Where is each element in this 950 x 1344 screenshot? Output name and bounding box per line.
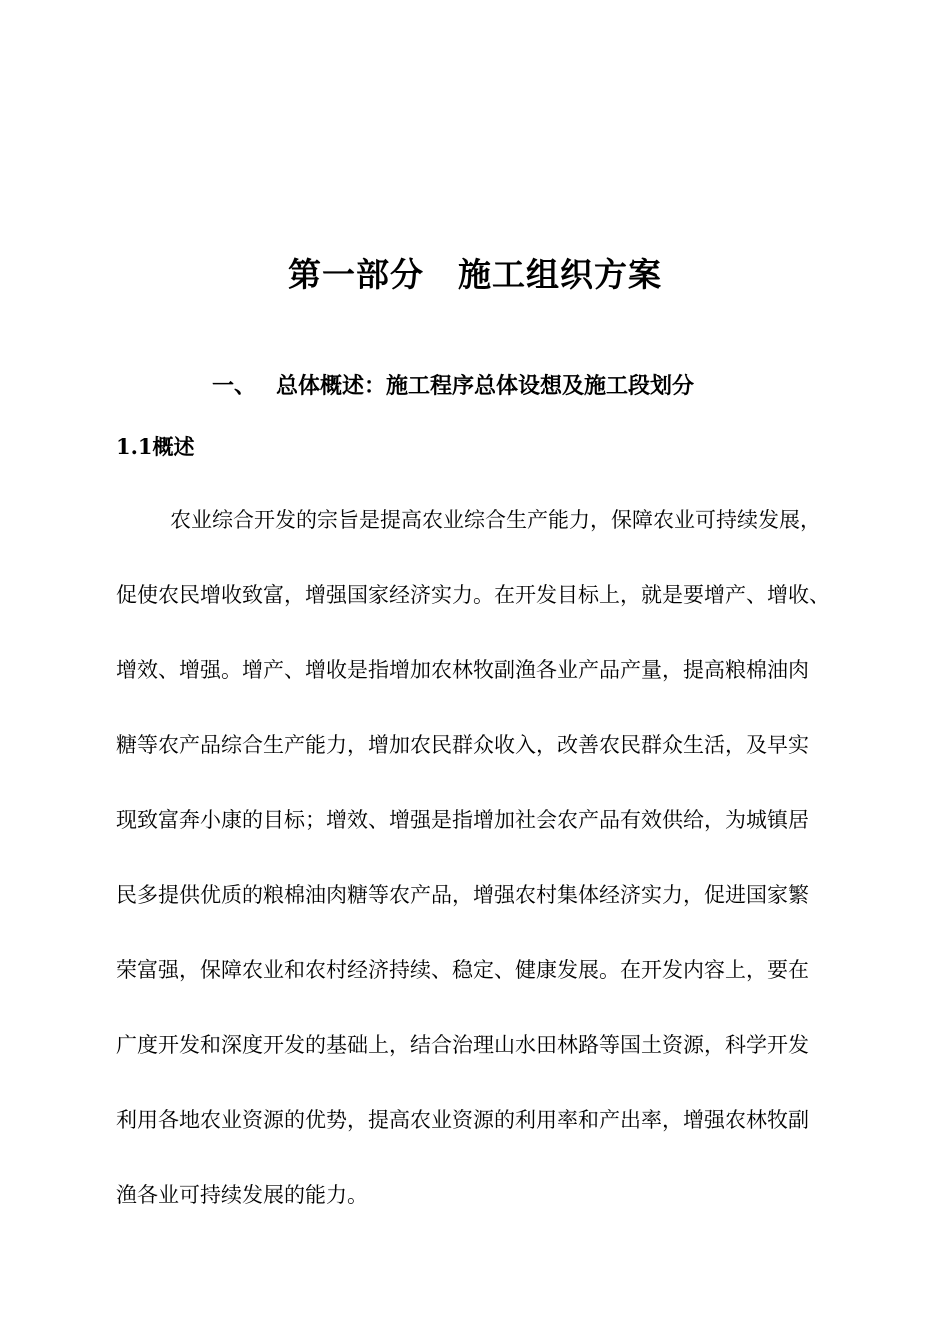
section-number: 一、 [212, 373, 257, 399]
subsection-title: 1.1概述 [116, 434, 195, 459]
section-heading [212, 370, 694, 402]
paragraph-line: 渔各业可持续发展的能力。 [116, 1183, 368, 1207]
body-paragraph [116, 502, 876, 1252]
paragraph-line: 糖等农产品综合生产能力，增加农民群众收入，改善农民群众生活，及早实 [116, 733, 809, 757]
paragraph-line: 促使农民增收致富，增强国家经济实力。在开发目标上，就是要增产、增收、 [116, 583, 830, 607]
paragraph-line: 农业综合开发的宗旨是提高农业综合生产能力，保障农业可持续发展， [170, 508, 821, 532]
part-title: 第一部分 施工组织方案 [288, 255, 662, 294]
paragraph-line: 增效、增强。增产、增收是指增加农林牧副渔各业产品产量，提高粮棉油肉 [116, 658, 809, 682]
paragraph-line: 荣富强，保障农业和农村经济持续、稳定、健康发展。在开发内容上，要在 [116, 958, 809, 982]
paragraph-line: 民多提供优质的粮棉油肉糖等农产品，增强农村集体经济实力，促进国家繁 [116, 883, 809, 907]
paragraph-line: 广度开发和深度开发的基础上，结合治理山水田林路等国土资源，科学开发 [116, 1033, 809, 1057]
paragraph-line: 现致富奔小康的目标；增效、增强是指增加社会农产品有效供给，为城镇居 [116, 808, 809, 832]
section-title: 总体概述：施工程序总体设想及施工段划分 [276, 373, 695, 399]
paragraph-line: 利用各地农业资源的优势，提高农业资源的利用率和产出率，增强农林牧副 [116, 1108, 809, 1132]
